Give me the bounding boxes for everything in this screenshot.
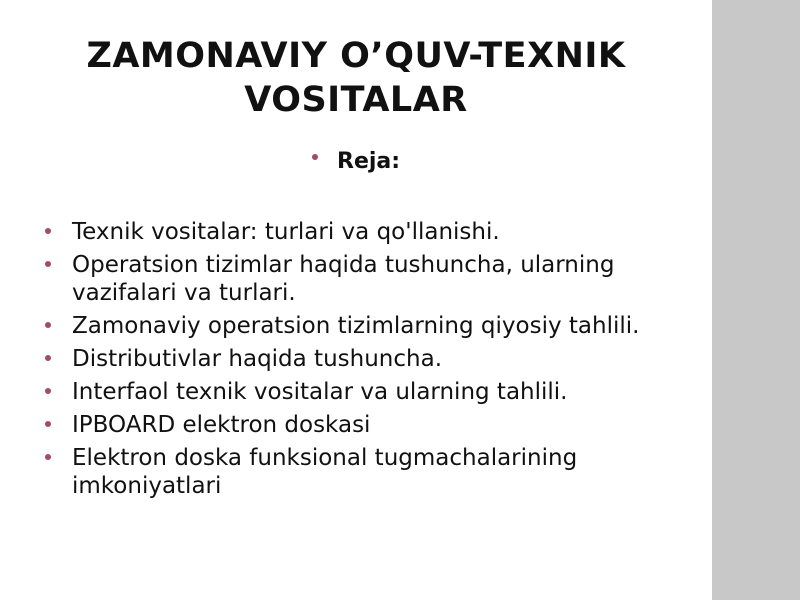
bullet-icon [45,261,51,267]
bullet-icon [45,388,51,394]
plan-heading-label: Reja: [337,149,401,174]
slide-title-line-2: VOSITALAR [244,80,468,120]
list-item [44,218,704,246]
list-item-text: Elektron doska funksional tugmachalarining imkoniyatlari [72,445,578,499]
list-item-text: Texnik vositalar: turlari va qo'llanishi. [72,219,500,245]
bullet-icon [45,355,51,361]
list-item [44,345,704,373]
side-panel [712,0,800,600]
slide-title-line-1: ZAMONAVIY O’QUV-TEXNIK [86,36,626,76]
list-item [44,444,704,500]
list-item-text: IPBOARD elektron doskasi [72,412,371,438]
list-item-text: Interfaol texnik vositalar va ularning tahlili. [72,379,568,405]
list-item [44,251,704,307]
list-item-text: Operatsion tizimlar haqida tushuncha, ularning vazifalari va turlari. [72,252,615,306]
bullet-icon [45,228,51,234]
list-item [44,378,704,406]
list-item [44,312,704,340]
bullet-icon [45,454,51,460]
bullet-icon [312,154,318,160]
bullet-icon [45,322,51,328]
bullet-icon [45,421,51,427]
list-item-text: Distributivlar haqida tushuncha. [72,346,442,372]
slide-title [0,34,712,122]
list-item-text: Zamonaviy operatsion tizimlarning qiyosiy tahlili. [72,313,640,339]
list-item [44,411,704,439]
plan-list [44,218,704,505]
plan-heading [312,146,400,178]
